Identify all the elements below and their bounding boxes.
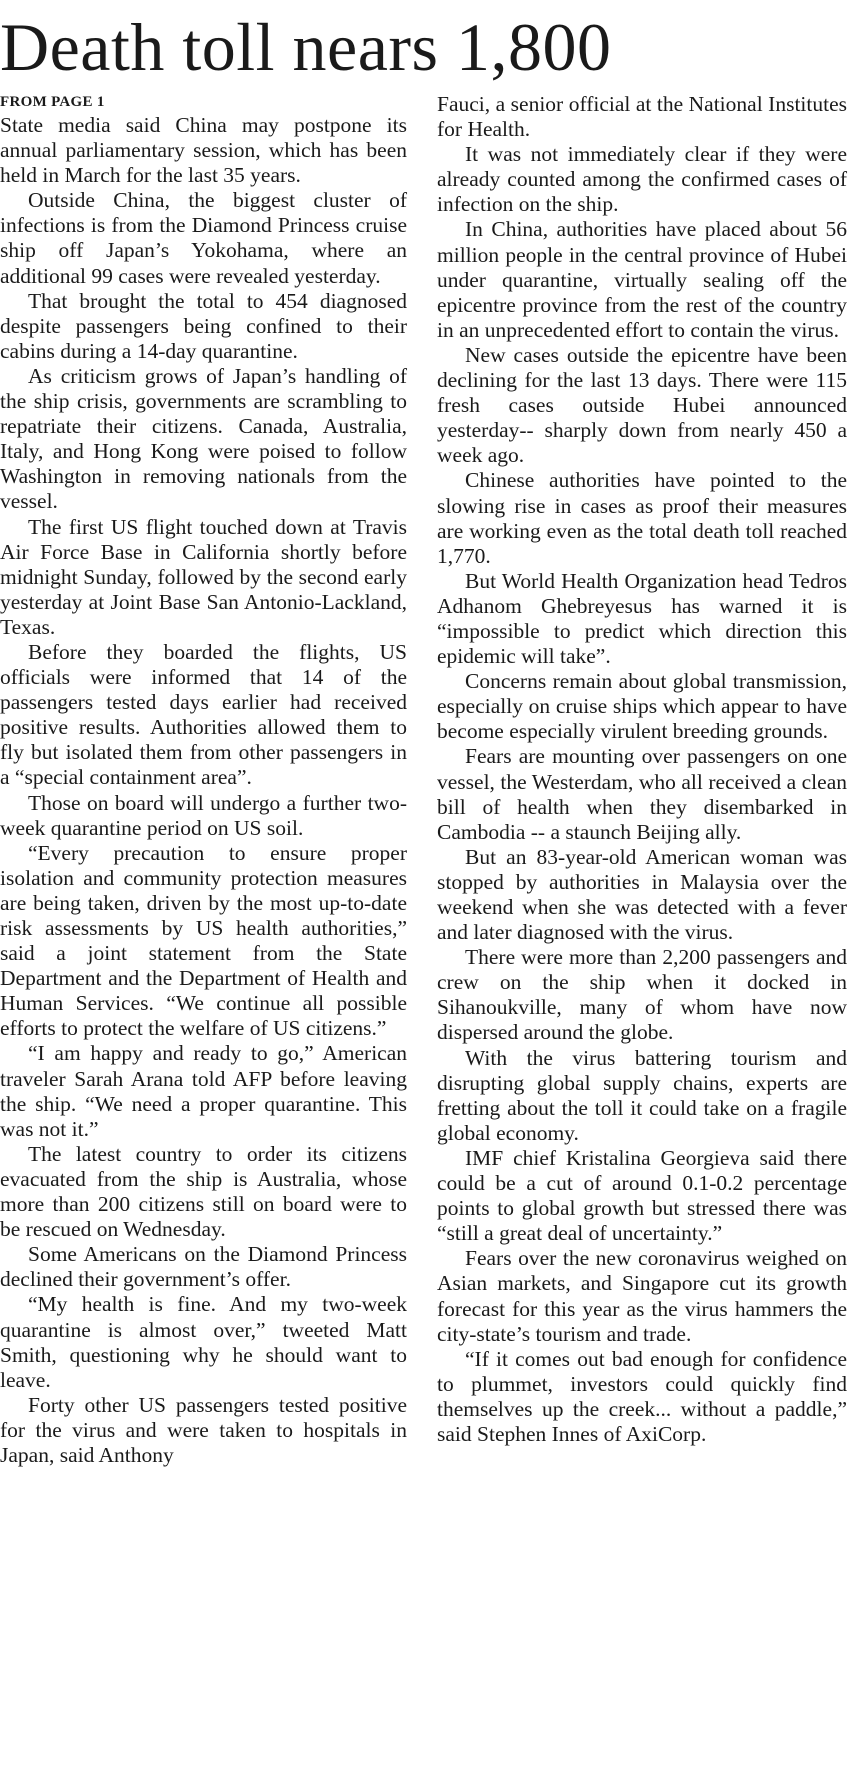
paragraph: In China, authorities have placed about 56 million people in the central province of Hubei under quarantine, virtually sealing off the epicentre province from the rest of the country in an unprecedented effort to contain the virus. [437,217,847,342]
paragraph: But an 83-year-old American woman was stopped by authorities in Malaysia over the weekend when she was detected with a fever and later diagnosed with the virus. [437,844,847,945]
paragraph: “Every precaution to ensure proper isolation and community protection measures are being taken, driven by the most up-to-date risk assessments by US health authorities,” said a joint statement from the State Department and the Department of Health and Human Services. “We continue all possible efforts to protect the welfare of US citizens.” [0,840,407,1041]
paragraph: Fears over the new coronavirus weighed on Asian markets, and Singapore cut its growth forecast for this year as the virus hammers the city-state’s tourism and trade. [437,1246,847,1346]
paragraph: Those on board will undergo a further two-week quarantine period on US soil. [0,790,407,840]
paragraph: “I am happy and ready to go,” American traveler Sarah Arana told AFP before leaving the ship. “We need a proper quarantine. This was not it.” [0,1041,407,1141]
paragraph: There were more than 2,200 passengers and crew on the ship when it docked in Sihanoukville, many of whom have now dispersed around the globe. [437,945,847,1045]
paragraph: Forty other US passengers tested positive for the virus and were taken to hospitals in Japan, said Anthony [0,1392,407,1467]
paragraph: The first US flight touched down at Travis Air Force Base in California shortly before midnight Sunday, followed by the second early yesterday at Joint Base San Antonio-Lackland, Texas. [0,514,407,639]
paragraph: IMF chief Kristalina Georgieva said there could be a cut of around 0.1-0.2 percentage points to global growth but stressed there was “still a great deal of uncertainty.” [437,1145,847,1246]
paragraph: With the virus battering tourism and disrupting global supply chains, experts are fretting about the toll it could take on a fragile global economy. [437,1045,847,1145]
paragraph: Outside China, the biggest cluster of infections is from the Diamond Princess cruise ship off Japan’s Yokohama, where an additional 99 cases were revealed yesterday. [0,188,407,288]
paragraph: New cases outside the epicentre have been declining for the last 13 days. There were 115 fresh cases outside Hubei announced yesterday-- sharply down from nearly 450 a week ago. [437,342,847,468]
continuation-slug: FROM PAGE 1 [0,94,105,110]
headline: Death toll nears 1,800 [0,9,612,85]
paragraph: The latest country to order its citizens evacuated from the ship is Australia, whose more than 200 citizens still on board were to be rescued on Wednesday. [0,1141,407,1242]
paragraph: Concerns remain about global transmission, especially on cruise ships which appear to have become especially virulent breeding grounds. [437,669,847,744]
paragraph: Fears are mounting over passengers on one vessel, the Westerdam, who all received a clean bill of health when they disembarked in Cambodia -- a staunch Beijing ally. [437,744,847,844]
paragraph: Fauci, a senior official at the National Institutes for Health. [437,92,847,142]
paragraph: It was not immediately clear if they were already counted among the confirmed cases of infection on the ship. [437,142,847,217]
paragraph: “My health is fine. And my two-week quarantine is almost over,” tweeted Matt Smith, questioning why he should want to leave. [0,1292,407,1392]
paragraph: Some Americans on the Diamond Princess declined their government’s offer. [0,1242,407,1292]
paragraph: That brought the total to 454 diagnosed despite passengers being confined to their cabins during a 14-day quarantine. [0,288,407,363]
paragraph: Chinese authorities have pointed to the slowing rise in cases as proof their measures are working even as the total death toll reached 1,770. [437,468,847,568]
paragraph: But World Health Organization head Tedros Adhanom Ghebreyesus has warned it is “impossible to predict which direction this epidemic will take”. [437,568,847,669]
paragraph: Before they boarded the flights, US officials were informed that 14 of the passengers tested days earlier had received positive results. Authorities allowed them to fly but isolated them from other passengers in a “special containment area”. [0,639,407,790]
paragraph: “If it comes out bad enough for confidence to plummet, investors could quickly find themselves up the creek... without a paddle,” said Stephen Innes of AxiCorp. [437,1346,847,1446]
article-column-left [0,92,407,1468]
paragraph: State media said China may postpone its annual parliamentary session, which has been held in March for the last 35 years. [0,113,407,188]
paragraph: As criticism grows of Japan’s handling of the ship crisis, governments are scrambling to repatriate their citizens. Canada, Australia, Italy, and Hong Kong were poised to follow Washington in removing nationals from the vessel. [0,363,407,514]
article-column-right [437,92,847,1447]
